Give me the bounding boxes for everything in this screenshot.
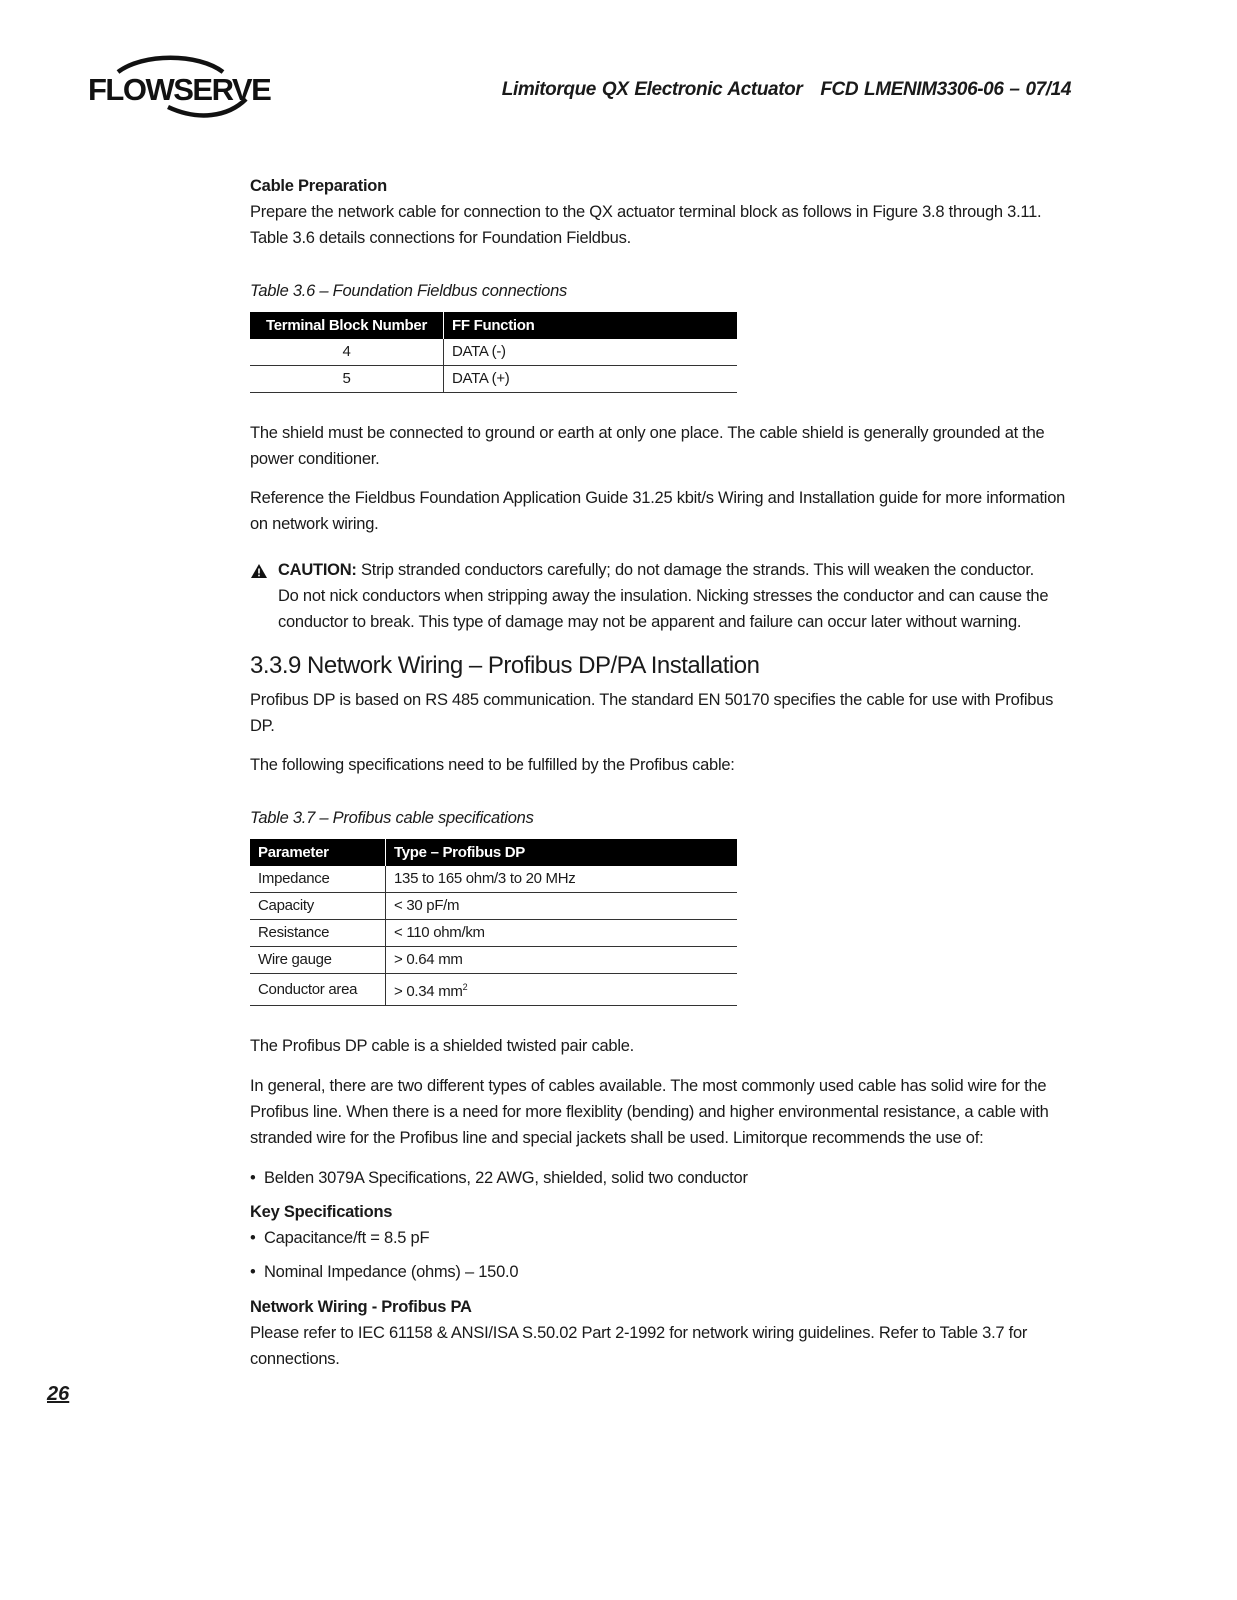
table-cell: DATA (+) xyxy=(444,366,738,393)
logo-wordmark: FLOWSERVE xyxy=(88,72,271,107)
page-number: 26 xyxy=(47,1383,70,1405)
table-row xyxy=(250,974,737,1006)
table-cell: < 110 ohm/km xyxy=(386,920,738,947)
table-cell: Conductor area xyxy=(250,974,386,1006)
cable-recommendation-list xyxy=(250,1165,1080,1191)
table-cell: DATA (-) xyxy=(444,339,738,366)
key-specs-list xyxy=(250,1225,1080,1285)
warning-triangle-icon xyxy=(250,557,278,635)
section-title: 3.3.9 Network Wiring – Profibus DP/PA Installation xyxy=(250,652,760,679)
profibus-pa-heading: Network Wiring - Profibus PA xyxy=(250,1298,472,1316)
reference-paragraph: Reference the Fieldbus Foundation Application Guide 31.25 kbit/s Wiring and Installation guide for more information on network wiring. xyxy=(250,489,1066,533)
table-cell: 135 to 165 ohm/3 to 20 MHz xyxy=(386,866,738,893)
cable-prep-text: Prepare the network cable for connection to the QX actuator terminal block as follows in Figure 3.8 through 3.11. Table 3.6 details connections for Foundation Fieldbus. xyxy=(250,203,1042,247)
table-cell: Resistance xyxy=(250,920,386,947)
table-cell: Wire gauge xyxy=(250,947,386,974)
table36-header: Terminal Block Number xyxy=(250,312,444,339)
table36-caption: Table 3.6 – Foundation Fieldbus connections xyxy=(250,282,568,300)
table37-header: Parameter xyxy=(250,839,386,866)
table-row xyxy=(250,947,737,974)
table-row xyxy=(250,866,737,893)
table-cell: 4 xyxy=(250,339,444,366)
table-3-7 xyxy=(250,839,737,1006)
table-3-6 xyxy=(250,312,737,393)
list-item: • Capacitance/ft = 8.5 pF xyxy=(250,1225,1080,1251)
table-cell: > 0.34 $mm^2$ xyxy=(386,974,738,1006)
profibus-pa-paragraph: Please refer to IEC 61158 & ANSI/ISA S.50.02 Part 2-1992 for network wiring guidelines. Refer to Table 3.7 for connections. xyxy=(250,1324,1028,1368)
table-cell: < 30 pF/m xyxy=(386,893,738,920)
table-row xyxy=(250,339,737,366)
table-row xyxy=(250,366,737,393)
table37-caption: Table 3.7 – Profibus cable specifications xyxy=(250,809,534,827)
caution-line-2: Do not nick conductors when stripping away the insulation. Nicking stresses the conductor and can cause the conductor to break. This type of damage may not be apparent and failure can occur later without warning. xyxy=(278,587,1049,631)
caution-line-1: CAUTION: Strip stranded conductors carefully; do not damage the strands. This will weaken the conductor. xyxy=(278,561,1034,579)
caution-label: CAUTION: xyxy=(278,561,357,579)
table37-header: Type – Profibus DP xyxy=(386,839,738,866)
table-cell: > 0.64 mm xyxy=(386,947,738,974)
cable-prep-heading: Cable Preparation xyxy=(250,177,387,195)
dp-cable-paragraph: The Profibus DP cable is a shielded twisted pair cable. xyxy=(250,1037,634,1055)
running-header xyxy=(502,79,1071,101)
product-name: Limitorque QX Electronic Actuator xyxy=(501,79,803,100)
table-cell: Capacity xyxy=(250,893,386,920)
flowserve-logo xyxy=(88,55,271,121)
shield-paragraph: The shield must be connected to ground or earth at only one place. The cable shield is generally grounded at the power conditioner. xyxy=(250,424,1045,468)
table-row xyxy=(250,920,737,947)
key-specs-heading: Key Specifications xyxy=(250,1203,393,1221)
list-item: • Belden 3079A Specifications, 22 AWG, shielded, solid two conductor xyxy=(250,1165,1080,1191)
specs-intro-paragraph: The following specifications need to be fulfilled by the Profibus cable: xyxy=(250,756,735,774)
table-cell: 5 xyxy=(250,366,444,393)
doc-code: FCD LMENIM3306-06 – 07/14 xyxy=(820,79,1071,100)
caution-block xyxy=(250,557,1080,635)
list-item: • Nominal Impedance (ohms) – 150.0 xyxy=(250,1259,1080,1285)
table-row xyxy=(250,893,737,920)
page-content xyxy=(250,173,1080,1372)
cable-types-paragraph: In general, there are two different types of cables available. The most commonly used cable has solid wire for the Profibus line. When there is a need for more flexiblity (bending) and higher environmental resistance, a cable with stranded wire for the Profibus line and special jackets shall be used. Limitorque recommends the use of: xyxy=(250,1077,1049,1147)
profibus-dp-paragraph: Profibus DP is based on RS 485 communication. The standard EN 50170 specifies the cable for use with Profibus DP. xyxy=(250,691,1054,735)
table36-header: FF Function xyxy=(444,312,738,339)
table-cell: Impedance xyxy=(250,866,386,893)
